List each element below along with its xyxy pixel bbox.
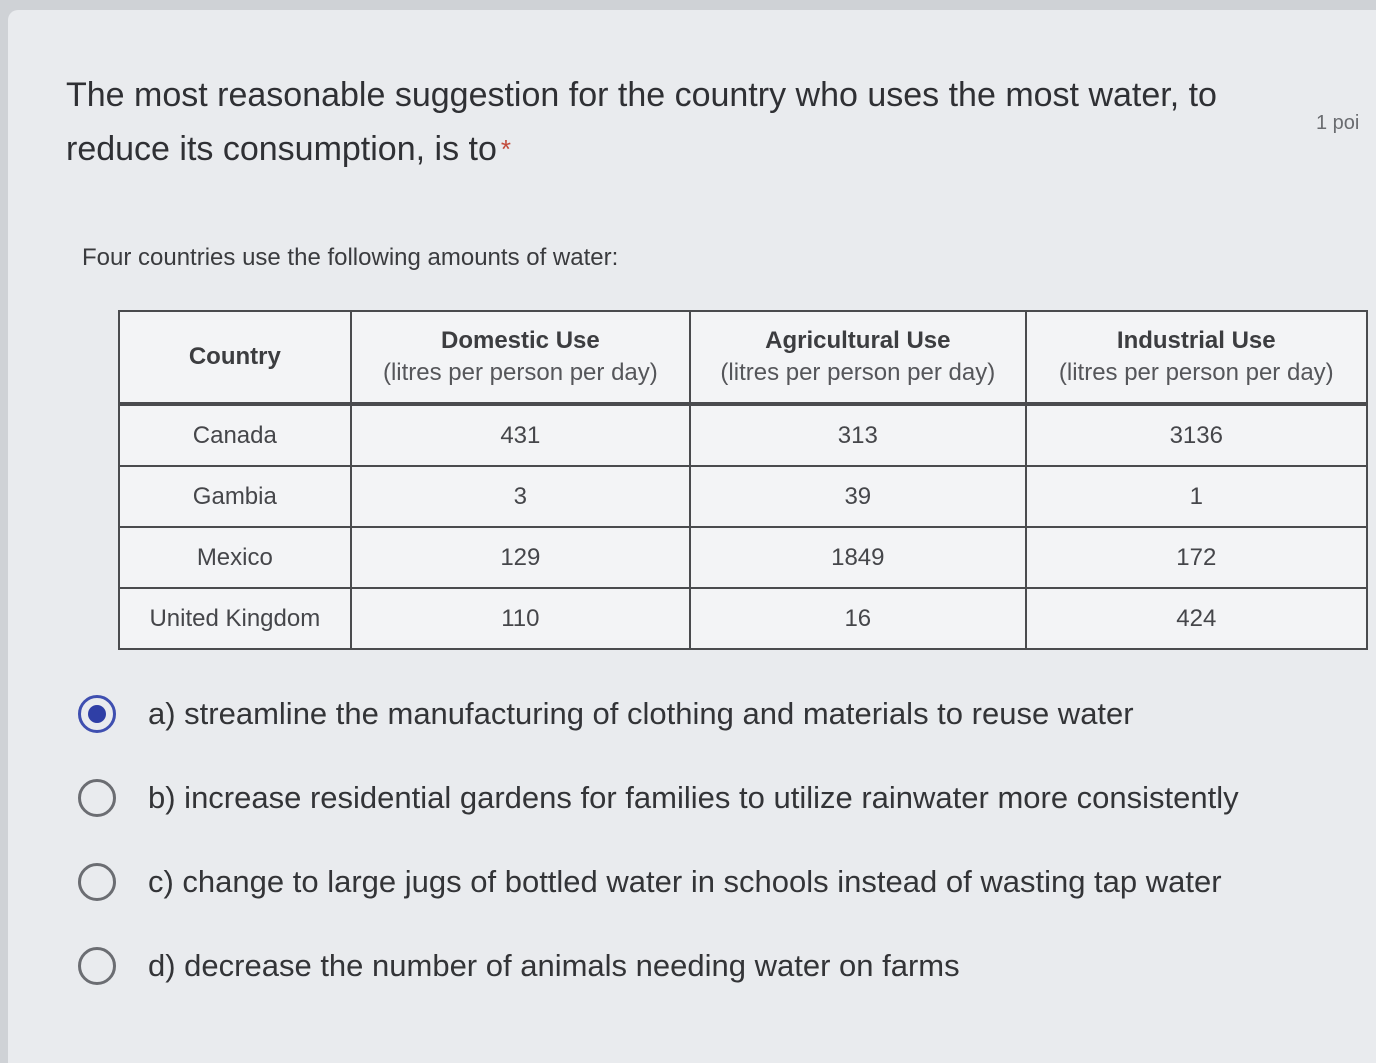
radio-checked-icon[interactable]: [78, 695, 116, 733]
header-industrial-title: Industrial Use: [1116, 327, 1276, 354]
cell-domestic: 110: [351, 588, 690, 649]
table-row: [119, 588, 1367, 649]
cell-agricultural: 39: [690, 466, 1025, 527]
header-domestic: [351, 311, 690, 404]
required-asterisk: *: [500, 134, 512, 164]
table-row: [119, 404, 1367, 466]
cell-country: United Kingdom: [119, 588, 351, 649]
cell-agricultural: 313: [690, 404, 1025, 466]
question-text: The most reasonable suggestion for the country who uses the most water, to reduce its consumption, is to: [66, 76, 1217, 168]
water-usage-table: [118, 310, 1368, 650]
option-d[interactable]: [78, 924, 1239, 1008]
header-industrial: [1026, 311, 1367, 404]
cell-country: Canada: [119, 404, 351, 466]
header-country: [119, 311, 351, 404]
option-c-label[interactable]: c) change to large jugs of bottled water in schools instead of wasting tap water: [148, 864, 1222, 899]
table-header-row: [119, 311, 1367, 404]
points-label: 1 poi: [1316, 112, 1360, 134]
header-agricultural-unit: (litres per person per day): [720, 359, 996, 386]
option-b[interactable]: [78, 756, 1239, 840]
header-country-title: Country: [188, 343, 281, 370]
header-agricultural: [690, 311, 1025, 404]
intro-text: Four countries use the following amounts of water:: [82, 244, 619, 271]
option-c[interactable]: [78, 840, 1239, 924]
header-domestic-unit: (litres per person per day): [382, 359, 658, 386]
option-a[interactable]: [78, 672, 1239, 756]
table-row: [119, 466, 1367, 527]
header-domestic-title: Domestic Use: [440, 327, 600, 354]
answer-options: [78, 672, 1239, 1008]
option-d-label[interactable]: d) decrease the number of animals needing water on farms: [148, 948, 960, 983]
cell-industrial: 3136: [1026, 404, 1367, 466]
table-row: [119, 527, 1367, 588]
cell-country: Mexico: [119, 527, 351, 588]
cell-domestic: 129: [351, 527, 690, 588]
cell-agricultural: 1849: [690, 527, 1025, 588]
question-title: [66, 68, 1276, 176]
cell-country: Gambia: [119, 466, 351, 527]
option-b-label[interactable]: b) increase residential gardens for families to utilize rainwater more consistently: [148, 780, 1239, 815]
cell-agricultural: 16: [690, 588, 1025, 649]
cell-industrial: 1: [1026, 466, 1367, 527]
radio-unchecked-icon[interactable]: [78, 863, 116, 901]
cell-domestic: 3: [351, 466, 690, 527]
cell-industrial: 424: [1026, 588, 1367, 649]
radio-dot: [88, 705, 106, 723]
header-agricultural-title: Agricultural Use: [765, 327, 951, 354]
radio-unchecked-icon[interactable]: [78, 779, 116, 817]
option-a-label[interactable]: a) streamline the manufacturing of clothing and materials to reuse water: [148, 696, 1134, 731]
radio-unchecked-icon[interactable]: [78, 947, 116, 985]
header-industrial-unit: (litres per person per day): [1058, 359, 1334, 386]
cell-domestic: 431: [351, 404, 690, 466]
cell-industrial: 172: [1026, 527, 1367, 588]
